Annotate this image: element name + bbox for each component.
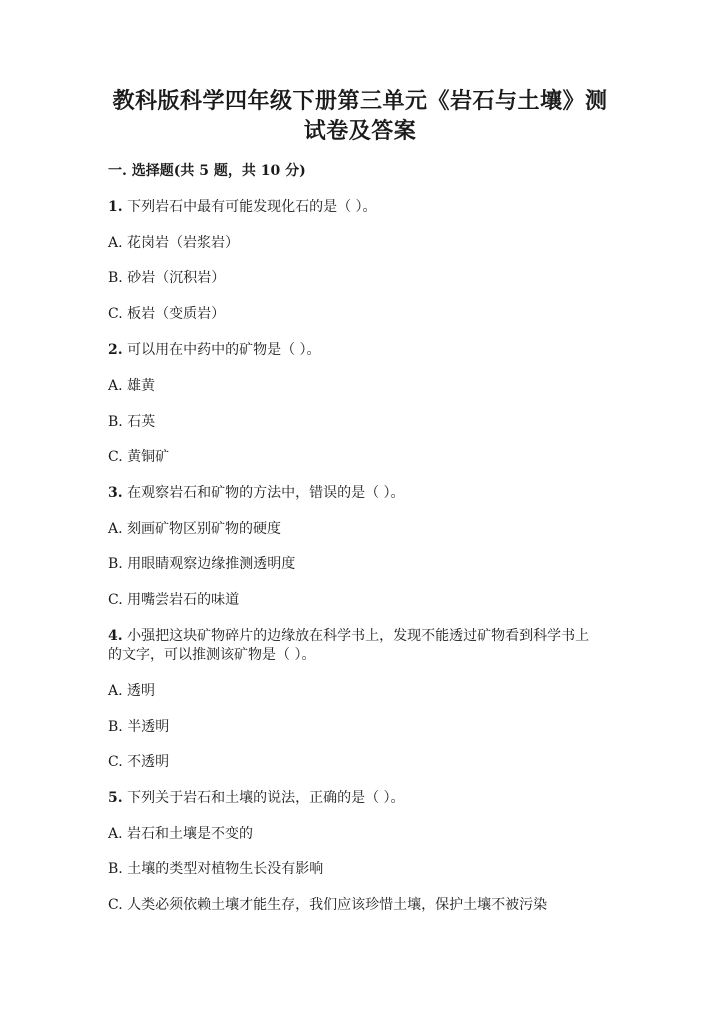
- title-line-1: 教科版科学四年级下册第三单元《岩石与土壤》测: [112, 88, 608, 114]
- option-5c: C. 人类必须依赖土壤才能生存，我们应该珍惜土壤，保护土壤不被污染: [108, 897, 548, 913]
- option-2c: C. 黄铜矿: [108, 449, 170, 465]
- question-text: 小强把这块矿物碎片的边缘放在科学书上，发现不能透过矿物看到科学书上: [127, 628, 590, 644]
- question-number: 5.: [108, 790, 123, 806]
- option-3a: A. 刻画矿物区别矿物的硬度: [108, 521, 282, 537]
- exam-title: [100, 86, 620, 146]
- question-2: [108, 340, 321, 360]
- question-text: 可以用在中药中的矿物是（ ）。: [127, 342, 321, 358]
- option-1a: A. 花岗岩（岩浆岩）: [108, 235, 240, 251]
- option-4a: A. 透明: [108, 683, 156, 699]
- option-2a: A. 雄黄: [108, 378, 156, 394]
- title-line-2: 试卷及答案: [303, 118, 417, 144]
- option-1b: B. 砂岩（沉积岩）: [108, 270, 226, 286]
- question-1: [108, 197, 377, 217]
- option-4b: B. 半透明: [108, 719, 170, 735]
- option-3c: C. 用嘴尝岩石的味道: [108, 592, 240, 608]
- question-text: 下列岩石中最有可能发现化石的是（ ）。: [127, 199, 377, 215]
- question-4-continued: 的文字，可以推测该矿物是（ ）。: [108, 647, 316, 663]
- question-3: [108, 483, 405, 503]
- option-5a: A. 岩石和土壤是不变的: [108, 826, 254, 842]
- question-text: 在观察岩石和矿物的方法中，错误的是（ ）。: [127, 485, 405, 501]
- question-5: [108, 788, 405, 808]
- option-4c: C. 不透明: [108, 754, 170, 770]
- option-2b: B. 石英: [108, 414, 156, 430]
- option-1c: C. 板岩（变质岩）: [108, 306, 226, 322]
- section-heading: 一. 选择题(共 5 题，共 10 分): [108, 163, 306, 179]
- question-number: 2.: [108, 342, 123, 358]
- question-text: 下列关于岩石和土壤的说法，正确的是（ ）。: [127, 790, 405, 806]
- option-5b: B. 土壤的类型对植物生长没有影响: [108, 861, 324, 877]
- question-number: 4.: [108, 628, 123, 644]
- option-3b: B. 用眼睛观察边缘推测透明度: [108, 556, 296, 572]
- question-number: 3.: [108, 485, 123, 501]
- question-number: 1.: [108, 199, 123, 215]
- question-4: [108, 626, 589, 646]
